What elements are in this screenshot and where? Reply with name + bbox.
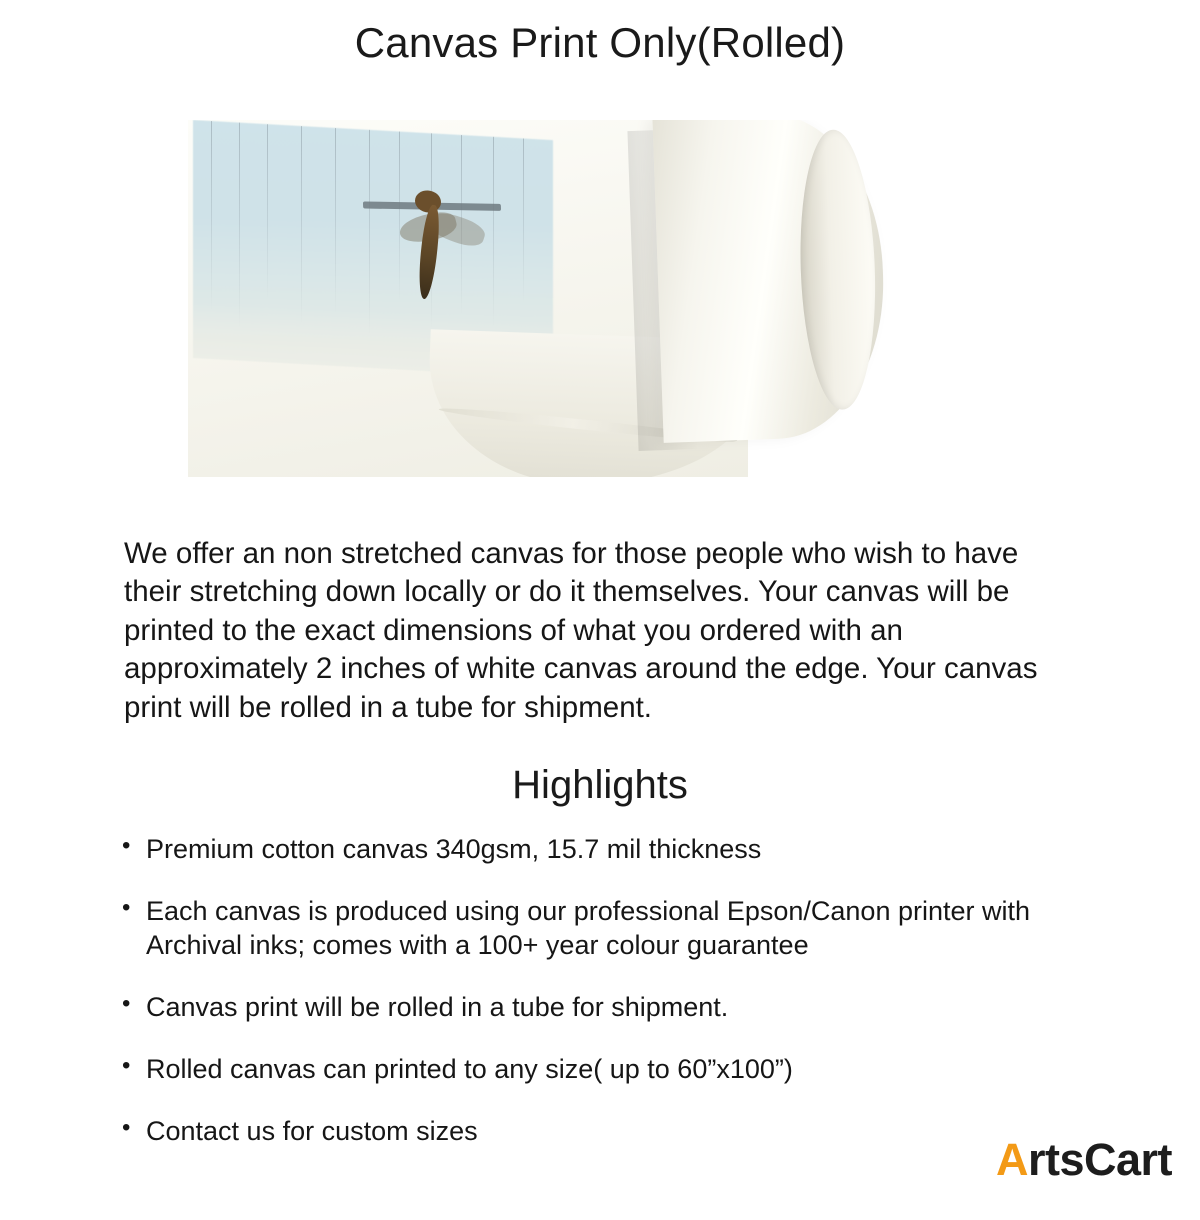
product-description: We offer an non stretched canvas for those people who wish to have their stretching down locally or do it themselves. Your canvas will be printed to the exact dimensions of what you ordered with an approximately 2 inches of white canvas around the edge. Your canvas print will be rolled in a tube for shipment. [124, 536, 1038, 725]
logo-text: rtsCart [1027, 1134, 1172, 1185]
list-item: • Rolled canvas can printed to any size( up to 60”x100”) [118, 1052, 1108, 1086]
list-item: • Canvas print will be rolled in a tube for shipment. [118, 990, 1108, 1024]
highlights-list [118, 832, 1108, 1176]
artwork-subject-dragonfly [363, 151, 513, 319]
artscart-logo [995, 1134, 1172, 1185]
list-item: • Premium cotton canvas 340gsm, 15.7 mil thickness [118, 832, 1108, 866]
list-item: • Contact us for custom sizes [118, 1114, 1108, 1148]
logo-accent-letter: A [995, 1134, 1028, 1185]
list-item: • Each canvas is produced using our professional Epson/Canon printer with Archival inks; comes with a 100+ year colour guarantee [118, 894, 1108, 962]
product-info-page [0, 20, 1200, 1220]
canvas-roll [652, 120, 888, 443]
product-hero-image [188, 120, 1018, 477]
highlights-heading: Highlights [512, 763, 688, 808]
page-title: Canvas Print Only(Rolled) [354, 19, 846, 66]
